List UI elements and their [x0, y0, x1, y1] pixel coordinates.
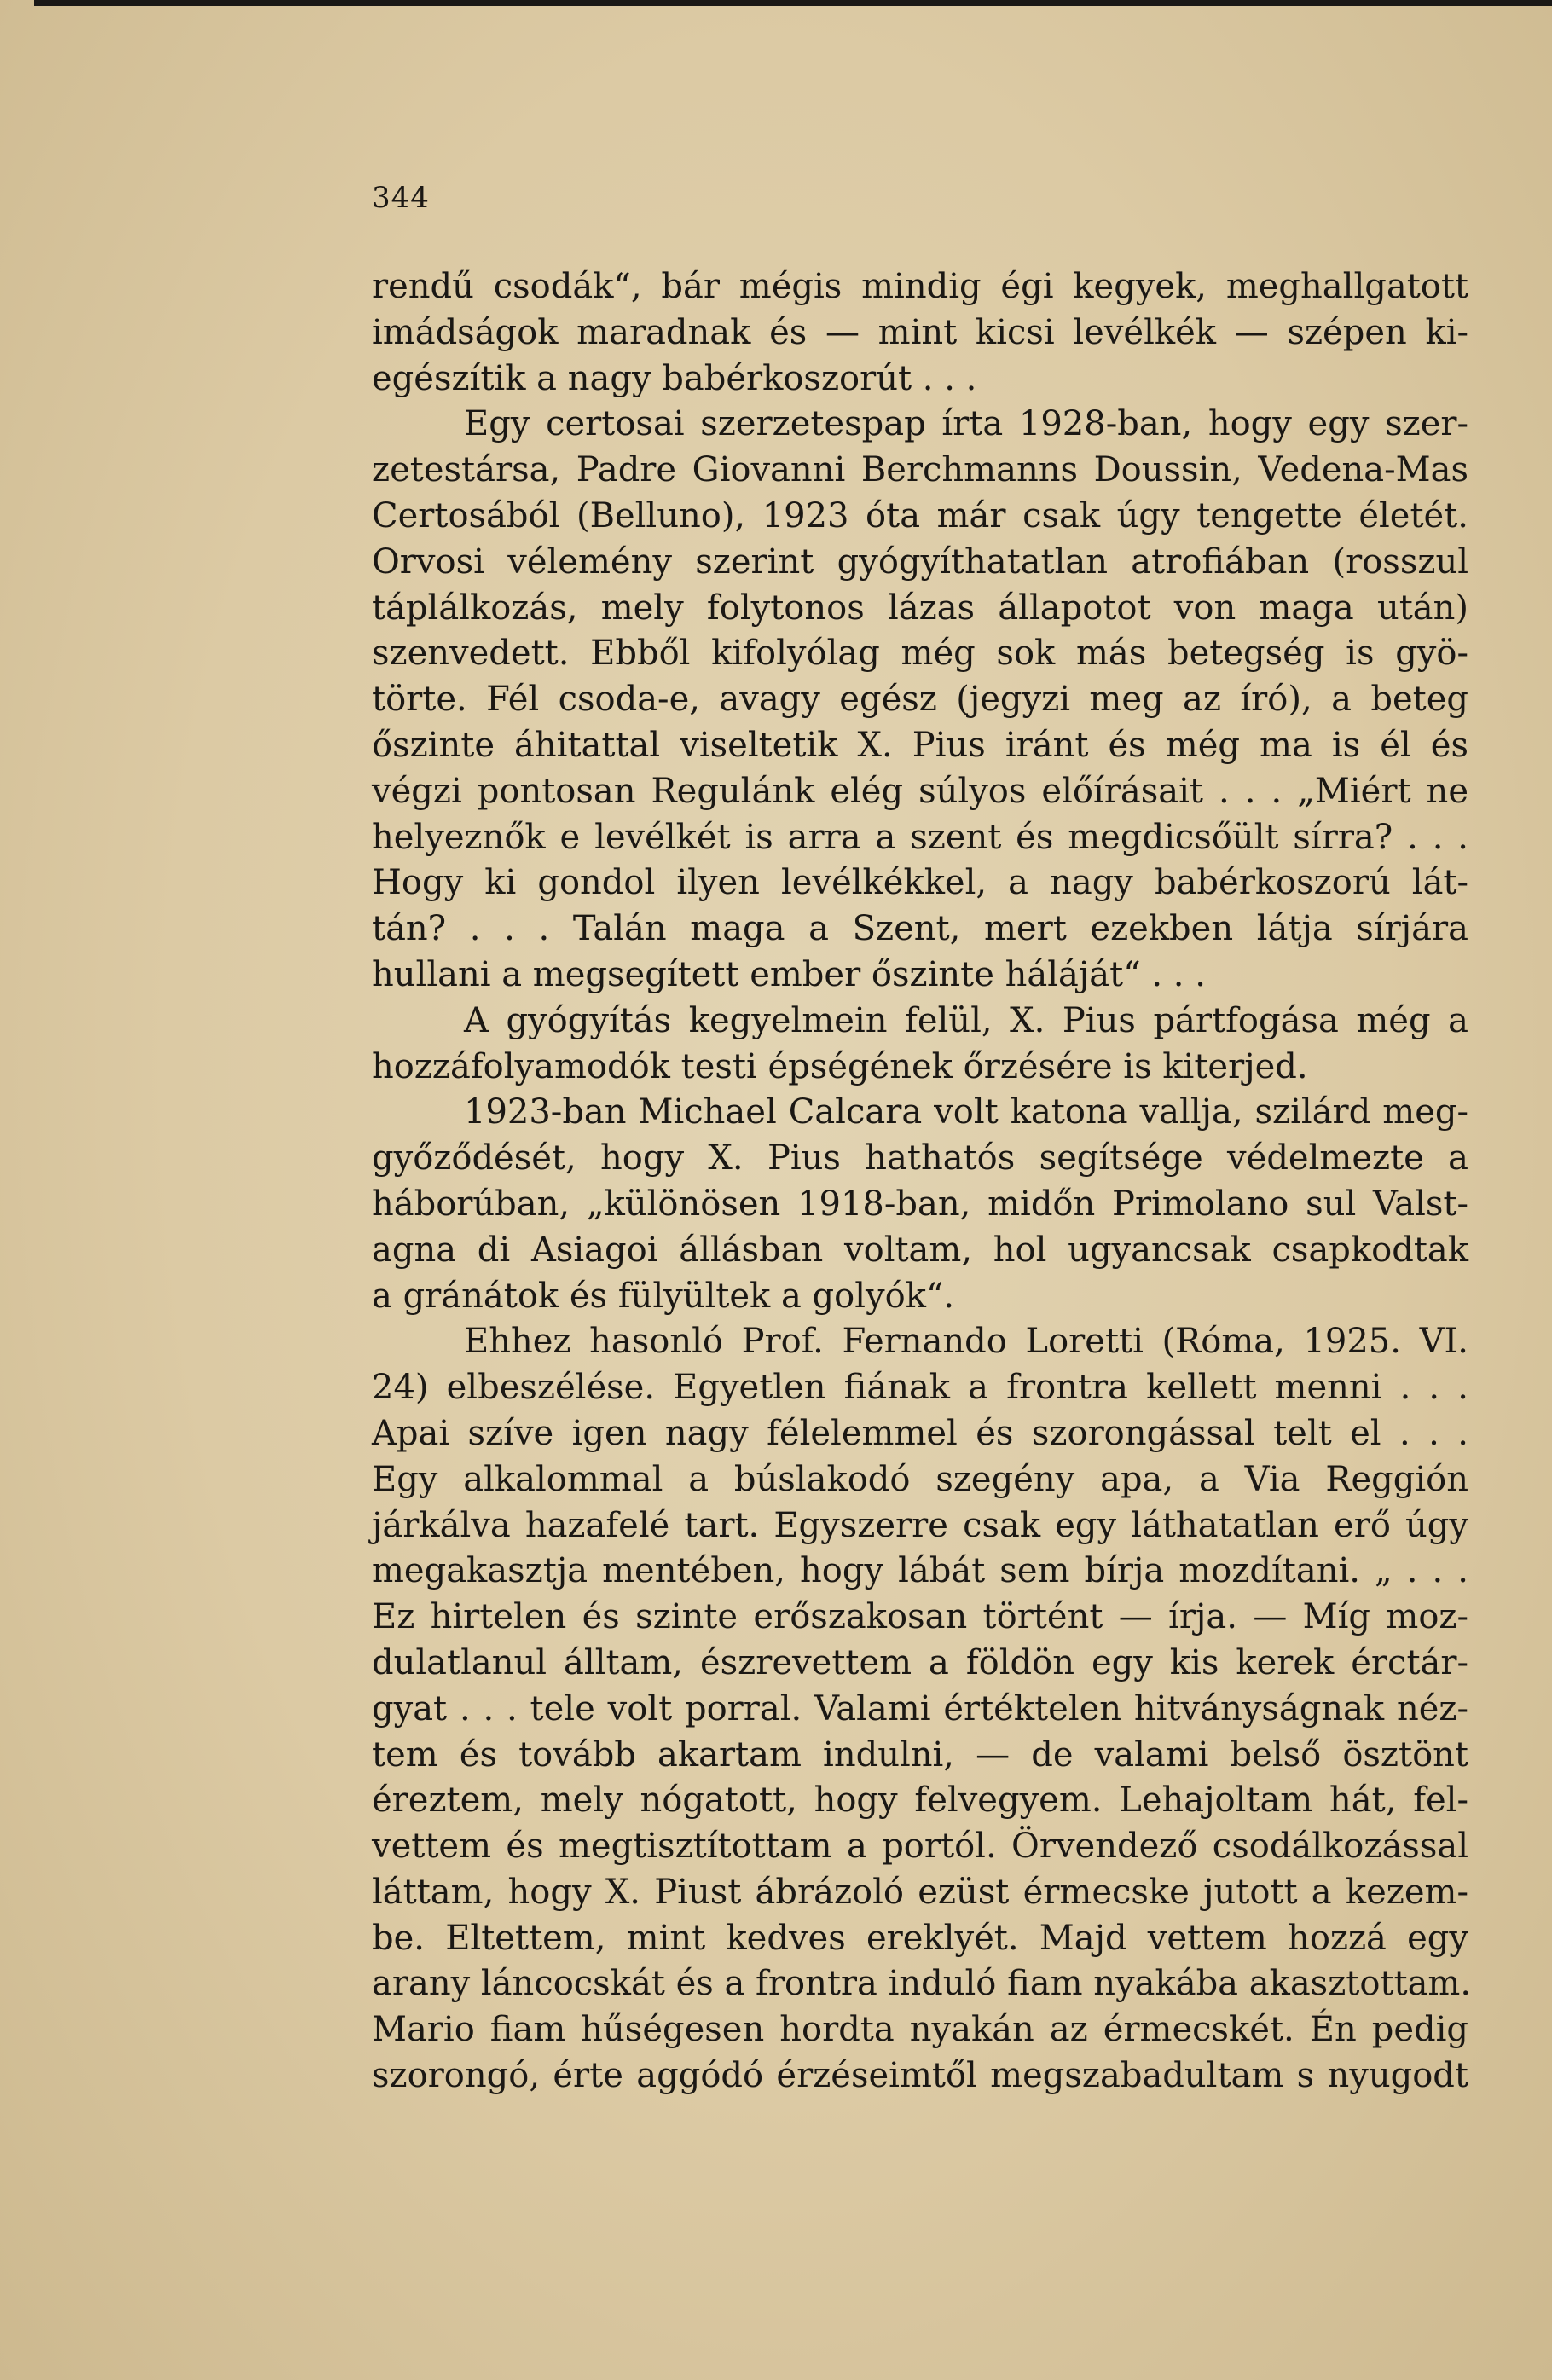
text-line: a gránátok és fülyültek a golyók“. [372, 1276, 955, 1316]
text-line: szorongó, érte aggódó érzéseimtől megszabadultam s nyugodt [372, 2056, 1468, 2096]
text-line: helyeznők e levélkét is arra a szent és megdicsőült sírra? . . . [372, 817, 1468, 857]
text-line: hozzáfolyamodók testi épségének őrzésére is kiterjed. [372, 1046, 1308, 1086]
text-line: láttam, hogy X. Piust ábrázoló ezüst érmecske jutott a kezem- [372, 1872, 1468, 1912]
text-line: tán? . . . Talán maga a Szent, mert ezekben látja sírjára [372, 909, 1468, 949]
text-line: Egy alkalommal a búslakodó szegény apa, a Via Reggión [372, 1459, 1468, 1499]
text-line: éreztem, mely nógatott, hogy felvegyem. Lehajoltam hát, fel- [372, 1781, 1468, 1821]
text-line: táplálkozás, mely folytonos lázas állapotot von maga után) [372, 588, 1468, 628]
text-line: zetestársa, Padre Giovanni Berchmanns Doussin, Vedena-Mas [372, 450, 1468, 490]
text-line: őszinte áhitattal viseltetik X. Pius iránt és még ma is él és [372, 725, 1468, 765]
text-line: Certosából (Belluno), 1923 óta már csak úgy tengette életét. [372, 495, 1468, 536]
text-line: A gyógyítás kegyelmein felül, X. Pius pártfogása még a [464, 1000, 1468, 1040]
text-line: rendű csodák“, bár mégis mindig égi kegyek, meghallgatott [372, 267, 1468, 306]
text-line: Apai szíve igen nagy félelemmel és szorongással telt el . . . [372, 1413, 1468, 1453]
text-line: egészítik a nagy babérkoszorút . . . [372, 358, 977, 398]
text-line: megakasztja mentében, hogy lábát sem bírja mozdítani. „ . . . [372, 1551, 1468, 1591]
text-line: hullani a megsegített ember őszinte háláját“ . . . [372, 954, 1206, 994]
text-line: törte. Fél csoda-e, avagy egész (jegyzi meg az író), a beteg [372, 680, 1468, 720]
text-line: tem és tovább akartam indulni, — de valami belső ösztönt [372, 1734, 1468, 1775]
text-line: agna di Asiagoi állásban voltam, hol ugyancsak csapkodtak [372, 1230, 1468, 1270]
text-line: Mario fiam hűségesen hordta nyakán az érmecskét. Én pedig [372, 2010, 1468, 2050]
text-line: Ehhez hasonló Prof. Fernando Loretti (Róma, 1925. VI. [464, 1322, 1468, 1362]
body-text [372, 264, 1472, 2099]
text-line: Ez hirtelen és szinte erőszakosan történt — írja. — Míg moz- [372, 1597, 1468, 1637]
text-line: háborúban, „különösen 1918-ban, midőn Primolano sul Valst- [372, 1184, 1468, 1224]
text-line: dulatlanul álltam, észrevettem a földön egy kis kerek érctár- [372, 1642, 1468, 1682]
text-line: 24) elbeszélése. Egyetlen fiának a frontra kellett menni . . . [372, 1368, 1468, 1408]
text-line: gyat . . . tele volt porral. Valami értéktelen hitványságnak néz- [372, 1688, 1468, 1729]
text-line: Orvosi vélemény szerint gyógyíthatatlan atrofiában (rosszul [372, 541, 1468, 582]
page-number: 344 [372, 181, 430, 215]
page-top-edge [34, 0, 1552, 6]
text-line: győződését, hogy X. Pius hathatós segítsége védelmezte a [372, 1138, 1468, 1178]
text-line: Hogy ki gondol ilyen levélkékkel, a nagy babérkoszorú lát- [372, 863, 1468, 903]
text-line: imádságok maradnak és — mint kicsi levélkék — szépen ki- [372, 312, 1468, 352]
text-line: be. Eltettem, mint kedves ereklyét. Majd vettem hozzá egy [372, 1918, 1468, 1958]
text-line: járkálva hazafelé tart. Egyszerre csak egy láthatatlan erő úgy [372, 1505, 1468, 1545]
text-line: 1923-ban Michael Calcara volt katona vallja, szilárd meg- [464, 1092, 1468, 1132]
text-line: arany láncocskát és a frontra induló fiam nyakába akasztottam. [372, 1964, 1472, 2004]
text-line: végzi pontosan Regulánk elég súlyos előírásait . . . „Miért ne [372, 771, 1468, 811]
text-line: szenvedett. Ebből kifolyólag még sok más betegség is gyö- [372, 634, 1468, 674]
text-line: Egy certosai szerzetespap írta 1928-ban, hogy egy szer- [464, 404, 1468, 444]
text-line: vettem és megtisztítottam a portól. Örvendező csodálkozással [372, 1827, 1468, 1867]
